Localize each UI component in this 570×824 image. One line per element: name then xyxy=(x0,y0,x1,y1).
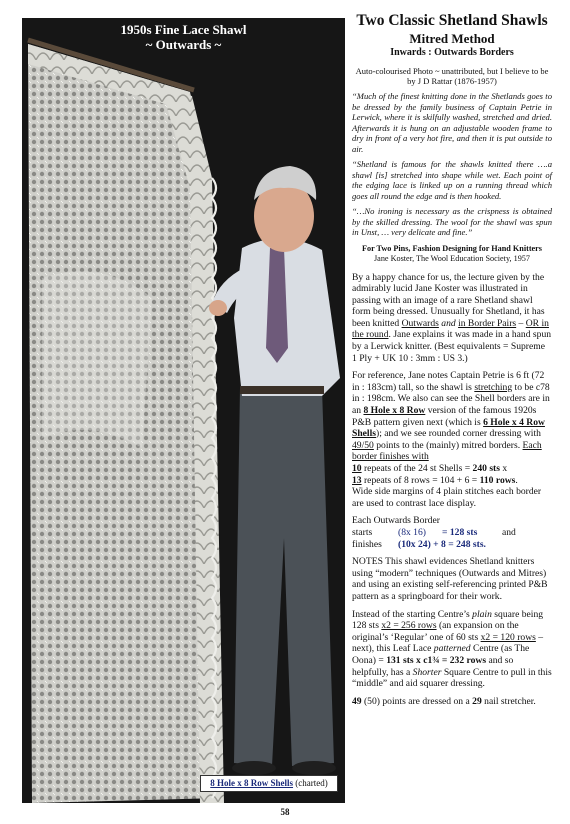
p6-49: 49 xyxy=(352,695,362,707)
p2-l1c: 240 sts xyxy=(472,463,500,474)
p5-text-e: Centre (as The Oona) = xyxy=(352,643,530,666)
p5-text-a: Instead of the starting Centre’s xyxy=(352,608,473,620)
p2-l2d: . xyxy=(515,474,518,486)
p2-l1a: 10 xyxy=(352,463,362,474)
photo-caption-bold: 8 Hole x 8 Row Shells xyxy=(210,778,294,788)
body-text xyxy=(352,272,552,708)
p6-29: 29 xyxy=(472,695,482,707)
p1-and: and xyxy=(438,317,459,329)
shawl-photo xyxy=(22,18,345,803)
p2-l2a: 13 xyxy=(352,474,362,486)
paragraph-1 xyxy=(352,272,552,365)
p3-s1: (8x 16) xyxy=(398,526,426,538)
p2-text-c: version of the famous 1920s P&B pattern given next (which is xyxy=(352,405,537,428)
p5-shorter: Shorter xyxy=(412,666,442,678)
p3-starts: starts xyxy=(352,526,373,538)
p3-f1: (10x 24) xyxy=(398,538,431,550)
p5-text-d: – next), this Leaf Lace xyxy=(352,631,544,655)
p5-text-g: Square Centre to pull in this “middle” and aid squarer dressing. xyxy=(352,666,552,690)
p5-x2a: x2 = 256 rows xyxy=(381,620,437,632)
p2-stretching: stretching xyxy=(474,381,513,393)
p1-pairs: in Border Pairs xyxy=(458,317,517,329)
p2-l1b: repeats of the 24 st Shells = xyxy=(361,463,473,474)
p2-text-f: Wide side margins of 4 plain stitches each border are used to contrast lace display. xyxy=(352,486,542,509)
paragraph-2 xyxy=(352,370,552,509)
p5-patterned: patterned xyxy=(433,643,471,655)
p3-f2: + 8 = 248 sts. xyxy=(430,538,486,550)
photo-credit: Auto-colourised Photo ~ unattributed, but I believe to be by J D Rattar (1876-1957) xyxy=(355,66,549,86)
p6-text-d: nail stretcher. xyxy=(481,695,536,707)
p5-x2b: x2 = 120 rows xyxy=(480,631,536,643)
p3-s2: = 128 sts xyxy=(442,526,478,538)
source-title: For Two Pins, Fashion Designing for Hand Knitters xyxy=(362,243,542,253)
paragraph-4: NOTES This shawl evidences Shetland knitters using “modern” techniques (Outwards and Mitres) and using an existing self-referencing printed P&B pattern as a springboard for their work. xyxy=(352,556,548,602)
p5-plain: plain xyxy=(472,608,492,620)
p5-131: 131 sts x c1¾ = 232 rows xyxy=(386,654,487,666)
page-title: Two Classic Shetland Shawls xyxy=(356,12,548,29)
page-number: 58 xyxy=(280,807,290,817)
photo-caption-rest: (charted) xyxy=(293,778,328,788)
p3-finishes: finishes xyxy=(352,538,382,550)
p5-text-f: and so helpfully, has a xyxy=(352,654,514,678)
p3-head: Each Outwards Border xyxy=(352,515,440,527)
p2-l1d: x xyxy=(499,463,508,474)
p2-text-d: ); and we see rounded corner dressing with xyxy=(376,428,541,440)
p2-text-b: to be c78 in : 198cm. We also can see the Shell borders are in an xyxy=(352,381,550,417)
photo-illustration xyxy=(22,18,345,803)
paragraph-6 xyxy=(352,696,552,708)
p2-each: Each border finishes with xyxy=(352,439,542,463)
p1-dash: – xyxy=(516,317,526,329)
page-subsubtitle: Inwards : Outwards Borders xyxy=(390,47,514,58)
text-column xyxy=(352,12,552,713)
p5-text-b: square being 128 sts xyxy=(352,608,544,632)
p1-round: OR in the round xyxy=(352,317,549,341)
p2-text-a: For reference, Jane notes Captain Petrie is 6 ft (72 in : 183cm) tall, so the shawl is xyxy=(352,370,545,393)
paragraph-5 xyxy=(352,609,552,690)
photo-title-line2: ~ Outwards ~ xyxy=(145,37,222,52)
p3-s3: and xyxy=(502,526,516,538)
p1-text-b: . Jane explains it was made in a hand spun by a Lerwick knitter. (Best equivalents = Supreme 1 Ply + UK 10 : 3mm : US 3.) xyxy=(352,329,552,364)
quote-2: “Shetland is famous for the shawls knitted there ….a shawl [is] stretched into shape while wet. Each point of the edging lace is linked up on a running thread which goes all round the edge and is then hooked. xyxy=(352,159,552,201)
p6-text-b: (50) points are dressed on a xyxy=(361,695,473,707)
page-subtitle: Mitred Method xyxy=(409,31,495,46)
p5-text-c: (an expansion on the original’s ‘Regular’ one of 60 sts xyxy=(352,620,519,643)
p2-l2b: repeats of 8 rows = 104 + 6 = xyxy=(361,474,480,486)
p1-outwards: Outwards xyxy=(401,317,439,329)
paragraph-3 xyxy=(352,515,552,550)
p2-8hole: 8 Hole x 8 Row xyxy=(363,405,426,417)
source-author: Jane Koster, The Wool Education Society, 1957 xyxy=(374,253,530,263)
photo-title xyxy=(22,22,345,52)
quote-3: “…No ironing is necessary as the crispness is obtained by the skilled dressing. The wool for the shawl was spun in Unst, … very delicate and fine.” xyxy=(352,206,552,237)
p2-6hole: 6 Hole x 4 Row Shells xyxy=(352,416,545,440)
photo-caption xyxy=(200,775,338,792)
p2-4950: 49/50 xyxy=(352,439,374,451)
photo-title-line1: 1950s Fine Lace Shawl xyxy=(120,22,247,37)
p2-text-e: points to the (mainly) mitred borders. xyxy=(373,439,523,451)
quote-source xyxy=(352,244,552,264)
p1-text-a: By a happy chance for us, the lecture given by the admirably lucid Jane Koster was illustrated in passing with an image of a rare Shetland shawl form being dressed. Unusually for Shetland, it has been knitted xyxy=(352,271,545,329)
quote-1: “Much of the finest knitting done in the Shetlands goes to be dressed by the family business of Captain Petrie in Lerwick, where it is skilfully washed, stretched and dried. Afterwards it is hung on an adjustable wooden frame to dry in front of a very hot fire, and then it is put outside to air. xyxy=(352,91,552,154)
p2-l2c: 110 rows xyxy=(479,474,516,486)
